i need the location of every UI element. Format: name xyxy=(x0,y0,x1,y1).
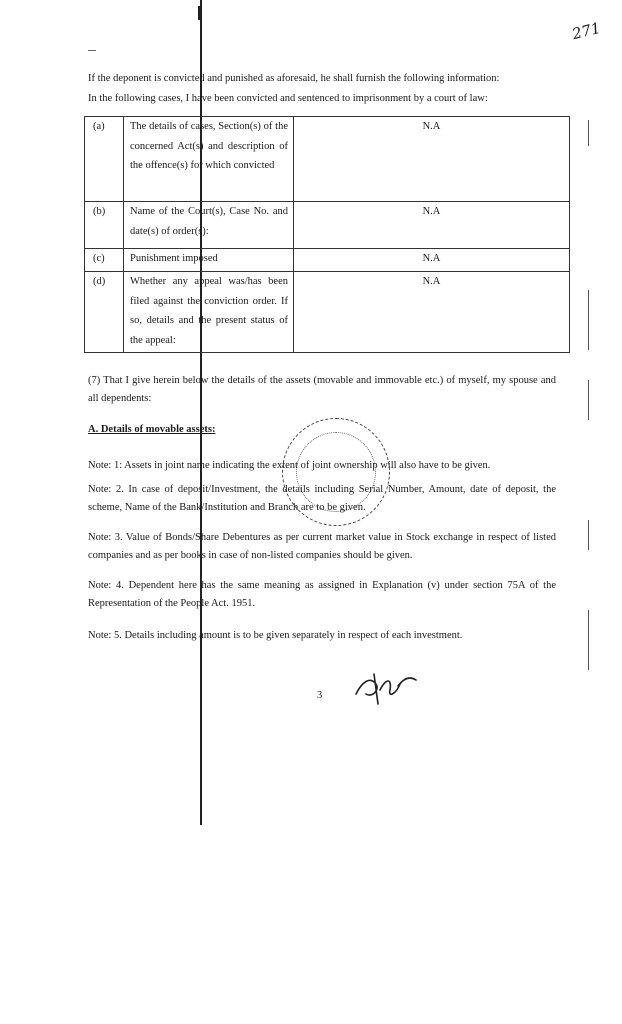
row-serial: (c) xyxy=(85,249,124,272)
assets-paragraph: (7) That I give herein below the details of the assets (movable and immovable etc.) of myself, my spouse and all dependents: xyxy=(88,375,556,404)
row-serial: (d) xyxy=(85,272,124,353)
row-serial: (b) xyxy=(85,202,124,249)
scan-edge-mark xyxy=(588,380,589,420)
signature-mark xyxy=(352,664,418,708)
scan-edge-mark xyxy=(588,290,589,350)
row-value: N.A xyxy=(294,117,570,202)
intro-line-1: If the deponent is convicted and punished as aforesaid, he shall furnish the following information: xyxy=(88,73,500,84)
row-description: Whether any appeal was/has been filed against the conviction order. If so, details and the present status of the appeal: xyxy=(124,272,294,353)
row-description: Name of the Court(s), Case No. and date(s) of order(s): xyxy=(124,202,294,249)
scan-edge-mark xyxy=(588,520,589,550)
note-5: Note: 5. Details including amount is to be given separately in respect of each investment. xyxy=(88,630,463,641)
conviction-table xyxy=(84,116,570,353)
row-serial: (a) xyxy=(85,117,124,202)
row-value: N.A xyxy=(294,272,570,353)
table-row xyxy=(85,202,570,249)
section-heading: A. Details of movable assets: xyxy=(88,424,216,435)
table-row xyxy=(85,117,570,202)
note-2: Note: 2. In case of deposit/Investment, the details including Serial Number, Amount, date of deposit, the scheme, Name of the Bank/Institution and Branch are to be given. xyxy=(88,484,556,513)
intro-line-2: In the following cases, I have been convicted and sentenced to imprisonment by a court of law: xyxy=(88,93,488,104)
scan-edge-mark xyxy=(588,120,589,146)
table-row xyxy=(85,272,570,353)
row-value: N.A xyxy=(294,249,570,272)
note-1: Note: 1: Assets in joint name indicating the extent of joint ownership will also have to be given. xyxy=(88,460,491,471)
note-3: Note: 3. Value of Bonds/Share Debentures as per current market value in Stock exchange in respect of listed companies and as per books in case of non-listed companies should be given. xyxy=(88,532,556,561)
page-number: 3 xyxy=(317,690,323,701)
row-description: Punishment imposed xyxy=(124,249,294,272)
row-description: The details of cases, Section(s) of the concerned Act(s) and description of the offence(s) for which convicted xyxy=(124,117,294,202)
handwritten-page-ref: 271 xyxy=(570,18,603,44)
note-4: Note: 4. Dependent here has the same meaning as assigned in Explanation (v) under section 75A of the Representation of the People Act. 1951. xyxy=(88,580,556,609)
table-row xyxy=(85,249,570,272)
row-value: N.A xyxy=(294,202,570,249)
scan-dash-mark xyxy=(88,50,96,51)
scan-edge-mark xyxy=(588,610,589,670)
